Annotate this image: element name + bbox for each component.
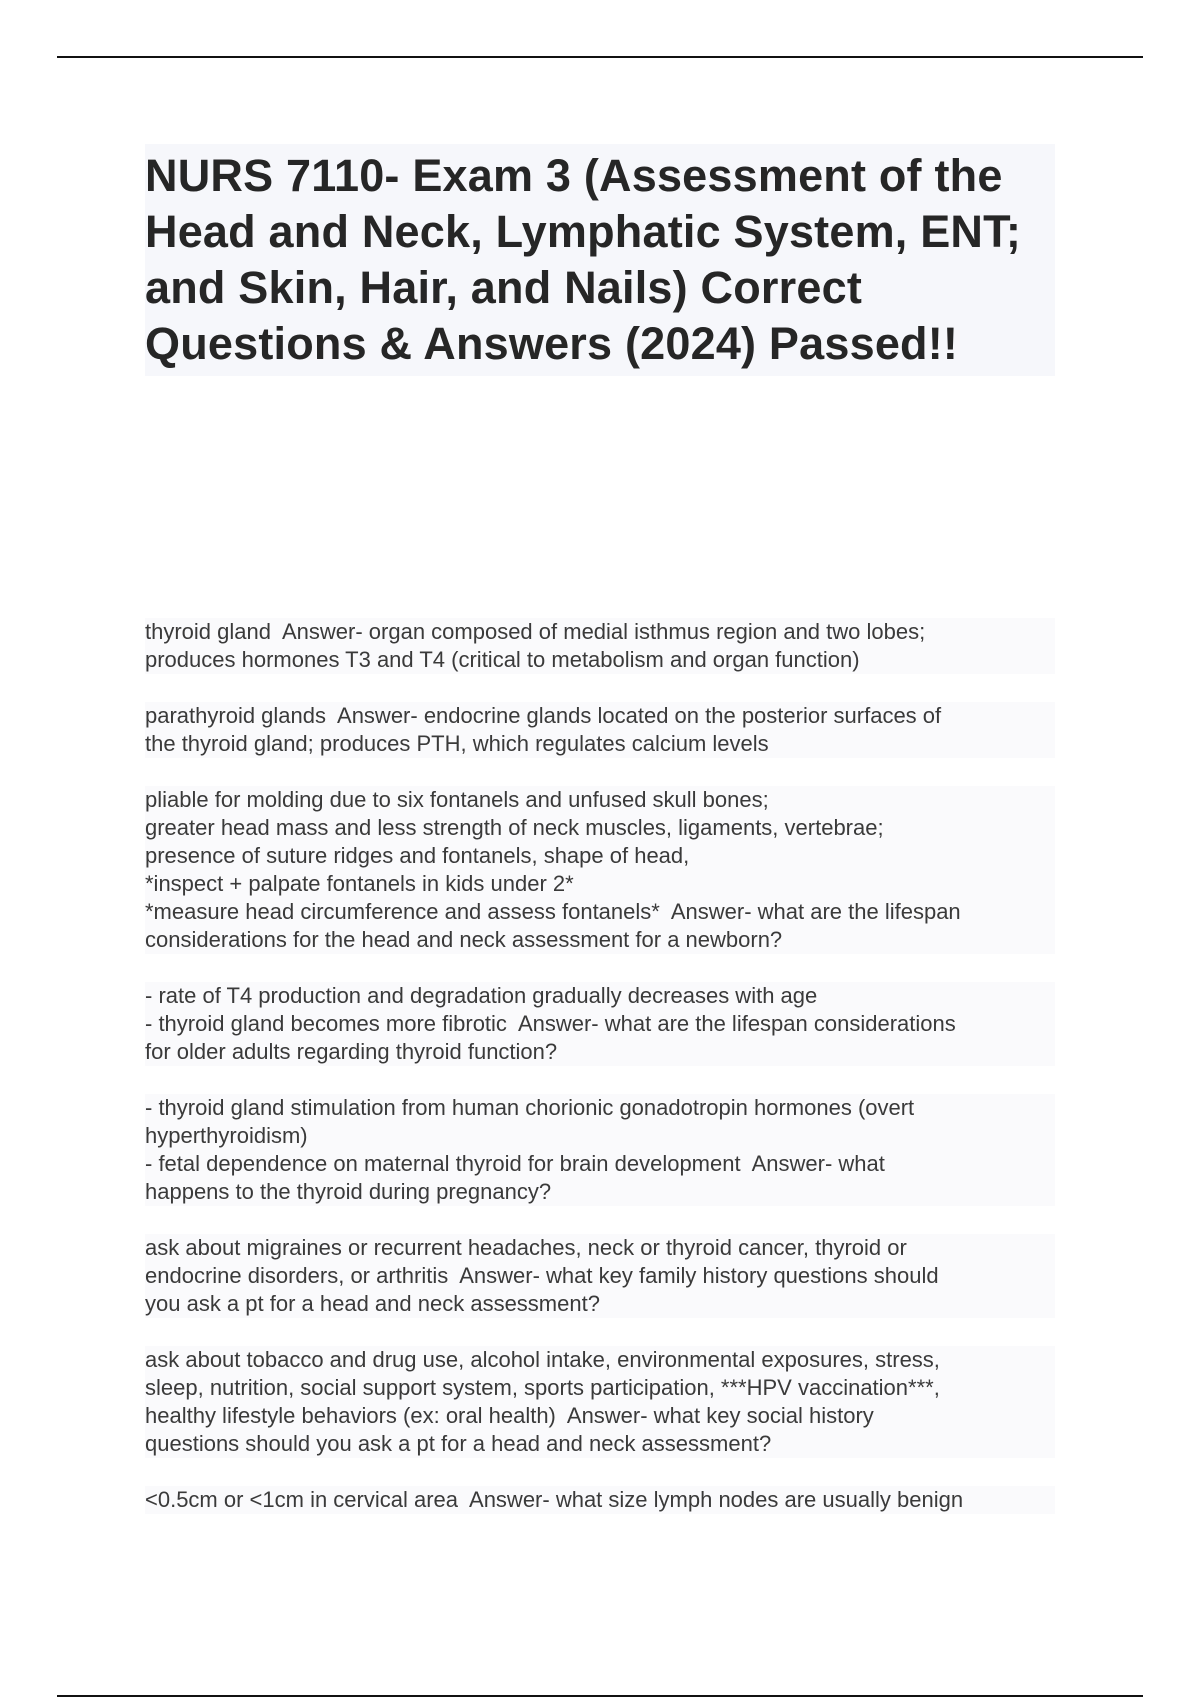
flashcard-item (145, 1234, 1055, 1318)
card-line: - rate of T4 production and degradation gradually decreases with age (145, 983, 818, 1008)
card-line: greater head mass and less strength of neck muscles, ligaments, vertebrae; (145, 815, 884, 840)
card-line: pliable for molding due to six fontanels and unfused skull bones; (145, 787, 769, 812)
flashcard-list (145, 618, 1055, 1542)
card-line: <0.5cm or <1cm in cervical area Answer- what size lymph nodes are usually benign (145, 1487, 964, 1512)
flashcard-item (145, 1486, 1055, 1514)
card-line: - thyroid gland stimulation from human chorionic gonadotropin hormones (overt (145, 1095, 915, 1120)
card-line: *inspect + palpate fontanels in kids under 2* (145, 871, 574, 896)
card-line: - thyroid gland becomes more fibrotic Answer- what are the lifespan considerations (145, 1011, 956, 1036)
card-line: happens to the thyroid during pregnancy? (145, 1179, 552, 1204)
card-line: the thyroid gland; produces PTH, which regulates calcium levels (145, 731, 769, 756)
card-line: healthy lifestyle behaviors (ex: oral health) Answer- what key social history (145, 1403, 874, 1428)
card-line: ask about tobacco and drug use, alcohol intake, environmental exposures, stress, (145, 1347, 940, 1372)
card-line: - fetal dependence on maternal thyroid for brain development Answer- what (145, 1151, 885, 1176)
card-line: questions should you ask a pt for a head and neck assessment? (145, 1431, 772, 1456)
bottom-rule (57, 1695, 1143, 1697)
card-line: parathyroid glands Answer- endocrine glands located on the posterior surfaces of (145, 703, 942, 728)
document-title: NURS 7110- Exam 3 (Assessment of the Head and Neck, Lymphatic System, ENT; and Skin, Hair, and Nails) Correct Questions & Answers (2024) Passed!! (145, 144, 1055, 376)
card-line: ask about migraines or recurrent headaches, neck or thyroid cancer, thyroid or (145, 1235, 907, 1260)
card-line: sleep, nutrition, social support system, sports participation, ***HPV vaccination***, (145, 1375, 940, 1400)
card-line: considerations for the head and neck assessment for a newborn? (145, 927, 783, 952)
card-line: produces hormones T3 and T4 (critical to metabolism and organ function) (145, 647, 860, 672)
card-line: endocrine disorders, or arthritis Answer- what key family history questions should (145, 1263, 939, 1288)
card-line: you ask a pt for a head and neck assessment? (145, 1291, 600, 1316)
card-line: *measure head circumference and assess fontanels* Answer- what are the lifespan (145, 899, 961, 924)
flashcard-item (145, 702, 1055, 758)
card-line: thyroid gland Answer- organ composed of medial isthmus region and two lobes; (145, 619, 926, 644)
card-line: hyperthyroidism) (145, 1123, 308, 1148)
card-line: for older adults regarding thyroid function? (145, 1039, 558, 1064)
flashcard-item (145, 1094, 1055, 1206)
flashcard-item (145, 618, 1055, 674)
flashcard-item (145, 982, 1055, 1066)
card-line: presence of suture ridges and fontanels, shape of head, (145, 843, 690, 868)
flashcard-item (145, 1346, 1055, 1458)
top-rule (57, 56, 1143, 58)
flashcard-item (145, 786, 1055, 954)
